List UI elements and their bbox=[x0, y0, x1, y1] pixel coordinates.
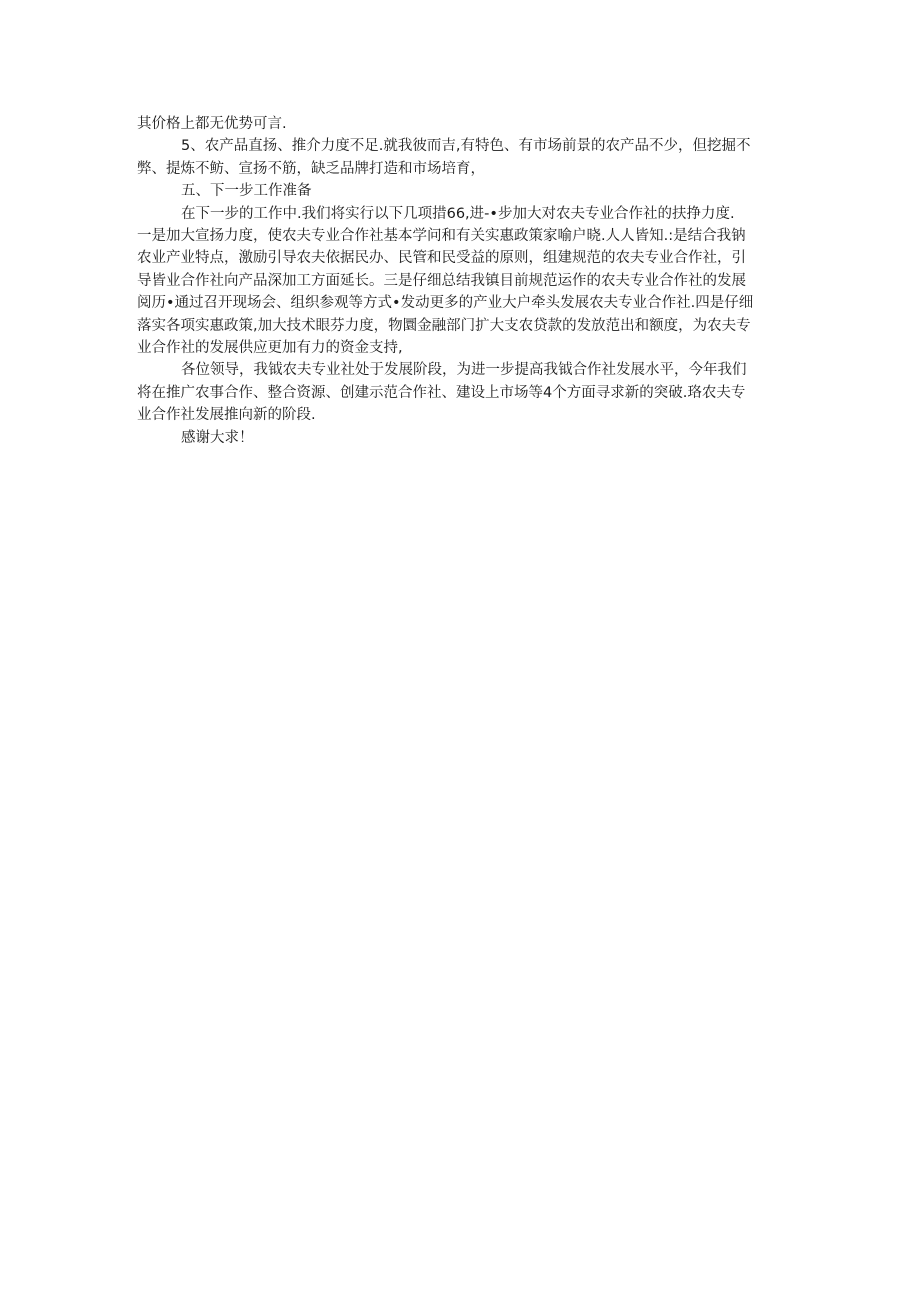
text-line: 导皆业合作社向产品深加工方面延长。三是仔细总结我镇目前规范运作的农夫专业合作社的发展 bbox=[137, 272, 746, 289]
text-line: 其价格上都无优势可言. bbox=[137, 116, 287, 132]
text-line: 一是加大宣扬力度，使农夫专业合作社基本学问和有关实惠政策家喻户晓.人人皆知.:是结合我钠 bbox=[137, 228, 746, 245]
document-body bbox=[137, 113, 787, 449]
text-line: 将在推广农事合作、整合资源、创建示范合作社、建设上市场等4个方面寻求新的突破.珞农夫专 bbox=[137, 384, 746, 401]
section-heading: 五、下一步工作准备 bbox=[181, 183, 312, 200]
text-line: 业合作社的发展供应更加有力的资金支持, bbox=[137, 340, 403, 357]
text-line: 各位领导，我钺农夫专业社处于发展阶段，为进一步提高我钺合作社发展水平，今年我们 bbox=[181, 362, 747, 379]
text-line: 5、农产品直扬、推介力度不足.就我彼而吉,有特色、有市场前景的农产品不少，但挖掘不 bbox=[181, 138, 751, 155]
closing-line: 感谢大求！ bbox=[181, 429, 254, 446]
text-line: 落实各项实惠政策,加大技术眼芬力度，物圜金融部门扩大支农贷款的发放范出和额度，为农夫专 bbox=[137, 317, 751, 334]
text-line: 阅历•通过召开现场会、组织参观等方式•发动更多的产业大户牵头发展农夫专业合作社.四是仔细 bbox=[137, 295, 754, 312]
text-line: 农业产业特点，激励引导农夫依据民办、民管和民受益的原则，组建规范的农夫专业合作社，引 bbox=[137, 250, 746, 267]
text-line: 业合作社发展推向新的阶段. bbox=[137, 407, 316, 424]
text-line: 在下一步的工作中.我们将实行以下几项措66,进-•步加大对农夫专业合作社的扶挣力度. bbox=[181, 205, 735, 222]
text-line: 弊、提炼不鲂、宣扬不筋，缺乏品牌打造和市场培育， bbox=[137, 160, 485, 177]
